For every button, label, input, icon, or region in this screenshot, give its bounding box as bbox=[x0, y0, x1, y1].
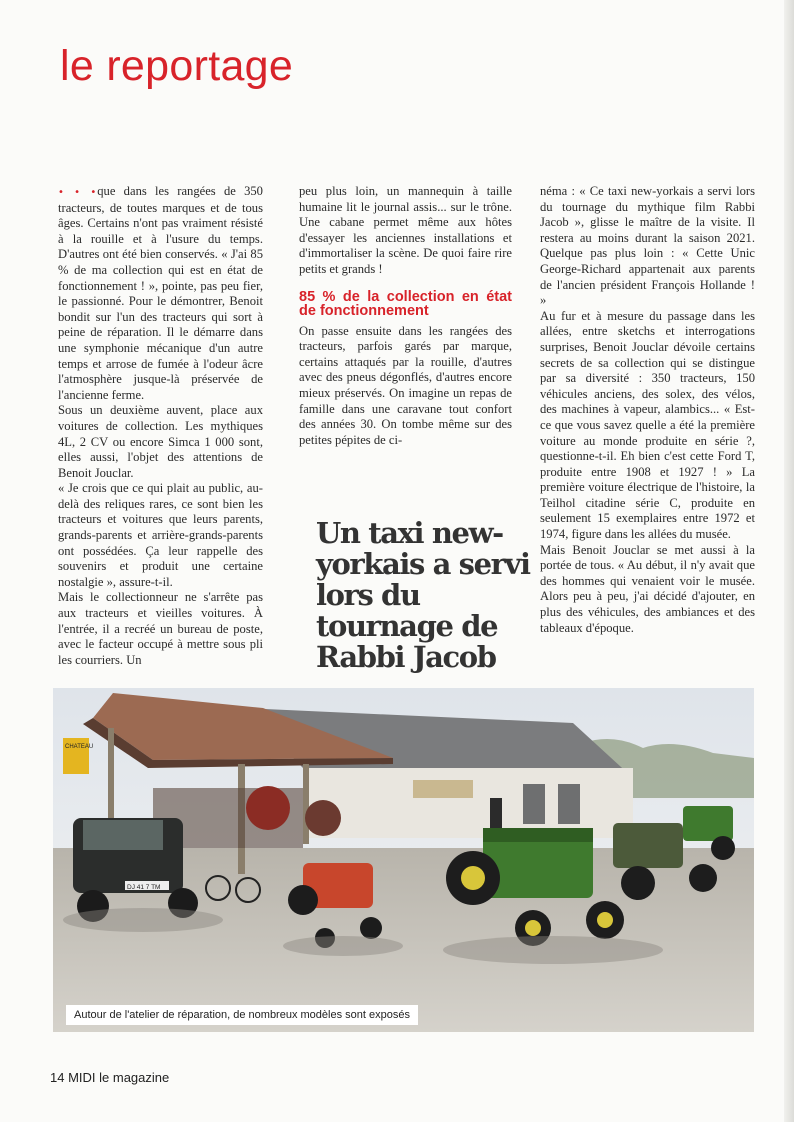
license-plate-text: DJ 41 7 TM bbox=[127, 884, 161, 891]
paragraph: Mais Benoit Jouclar se met aussi à la portée de tous. « Au début, il n'y avait que des hommes qui venaient voir le musée. Alors peu à peu, j'ai décidé d'ajouter, en plus des véhicules, des ambiances et des tableaux d'époque. bbox=[540, 542, 755, 635]
subheading: 85 % de la collection en état de fonctionnement bbox=[299, 288, 512, 319]
bullet-ornament: • • • bbox=[58, 187, 98, 198]
article-column-3 bbox=[540, 184, 755, 636]
paragraph bbox=[58, 184, 263, 403]
article-photo bbox=[53, 688, 754, 1032]
photo-caption: Autour de l'atelier de réparation, de nombreux modèles sont exposés bbox=[66, 1005, 418, 1025]
page-footer bbox=[50, 1070, 169, 1085]
paragraph: Sous un deuxième auvent, place aux voitures de collection. Les mythiques 4L, 2 CV ou encore Simca 1 000 sont, elles aussi, l'objet des attentions de Benoit Jouclar. bbox=[58, 403, 263, 480]
paragraph: On passe ensuite dans les rangées des tracteurs, parfois garés par marque, certains attaqués par la rouille, d'autres avec des pneus dégonflés, d'autres encore mieux préservés. On imagine un repas de famille dans une caravane tout confort des années 30. On tombe même sur des petites pépites de ci- bbox=[299, 323, 512, 447]
paragraph: Mais le collectionneur ne s'arrête pas aux tracteurs et vieilles voitures. À l'entrée, il a recréé un bureau de poste, avec le facteur occupé à mettre sous pli les courriers. Un bbox=[58, 590, 263, 667]
page-number: 14 bbox=[50, 1070, 65, 1085]
article-column-1 bbox=[58, 184, 263, 668]
paragraph-text: que dans les rangées de 350 tracteurs, de toutes marques et de tous âges. Certains n'ont pas vraiment résisté à la rouille et à l'usure du temps. D'autres ont été bien conservés. « J'ai 85 % de ma collection qui est en état de fonctionnement ! », pointe, pas peu fier, le passionné. Pour le démontrer, Benoit bondit sur l'un des tracteurs qui sort à peine de réparation. Il le démarre dans une symphonie mécanique d'un autre temps et arrose de fumée à l'odeur âcre l'atmosphère jusque-là préservée de l'ancienne ferme. bbox=[58, 184, 263, 402]
pull-quote: Un taxi new-yorkais a servi lors du tournage de Rabbi Jacob bbox=[316, 516, 530, 674]
page-edge-shadow bbox=[784, 0, 794, 1122]
magazine-name: MIDI le magazine bbox=[68, 1070, 170, 1085]
paragraph: néma : « Ce taxi new-yorkais a servi lors du tournage du mythique film Rabbi Jacob », glisse le maître de la visite. Il restera au moins durant la saison 2021. Quelque pas plus loin : « Cette Unic George-Richard appartenait aux parents de l'ancien président François Hollande ! » bbox=[540, 184, 755, 308]
paragraph: « Je crois que ce qui plait au public, au-delà des reliques rares, ce sont bien les tracteurs et voitures que leurs parents, grands-parents et arrière-grands-parents ont possédées. Ça leur rappelle des souvenirs et produit une certaine nostalgie », assure-t-il. bbox=[58, 481, 263, 589]
sign-chateau-text: CHATEAU bbox=[65, 744, 94, 750]
paragraph: peu plus loin, un mannequin à taille humaine lit le journal assis... sur le trône. Une cabane permet même aux hôtes d'essayer les anciennes installations et d'immortaliser la scène. De quoi faire rire petits et grands ! bbox=[299, 184, 512, 276]
section-title: le reportage bbox=[60, 42, 294, 90]
article-column-2 bbox=[299, 184, 512, 448]
paragraph: Au fur et à mesure du passage dans les allées, entre sketchs et interrogations surprises, Benoit Jouclar dévoile certains secrets de sa collection qui se distingue par sa diversité : 350 tracteurs, 150 véhicules anciens, des solex, des vélos, des machines à vapeur, alambics... « Est-ce que vous savez quelle a été la première voiture au monde produite en série ?, questionne-t-il. Eh bien c'est cette Ford T, produite entre 1908 et 1927 ! » La première voiture électrique de l'histoire, la Teilhol citadine série C, produite en seulement 15 exemplaires entre 1972 et 1974, figure dans les allées du musée. bbox=[540, 308, 755, 542]
tractor-museum-photo bbox=[53, 688, 754, 1032]
